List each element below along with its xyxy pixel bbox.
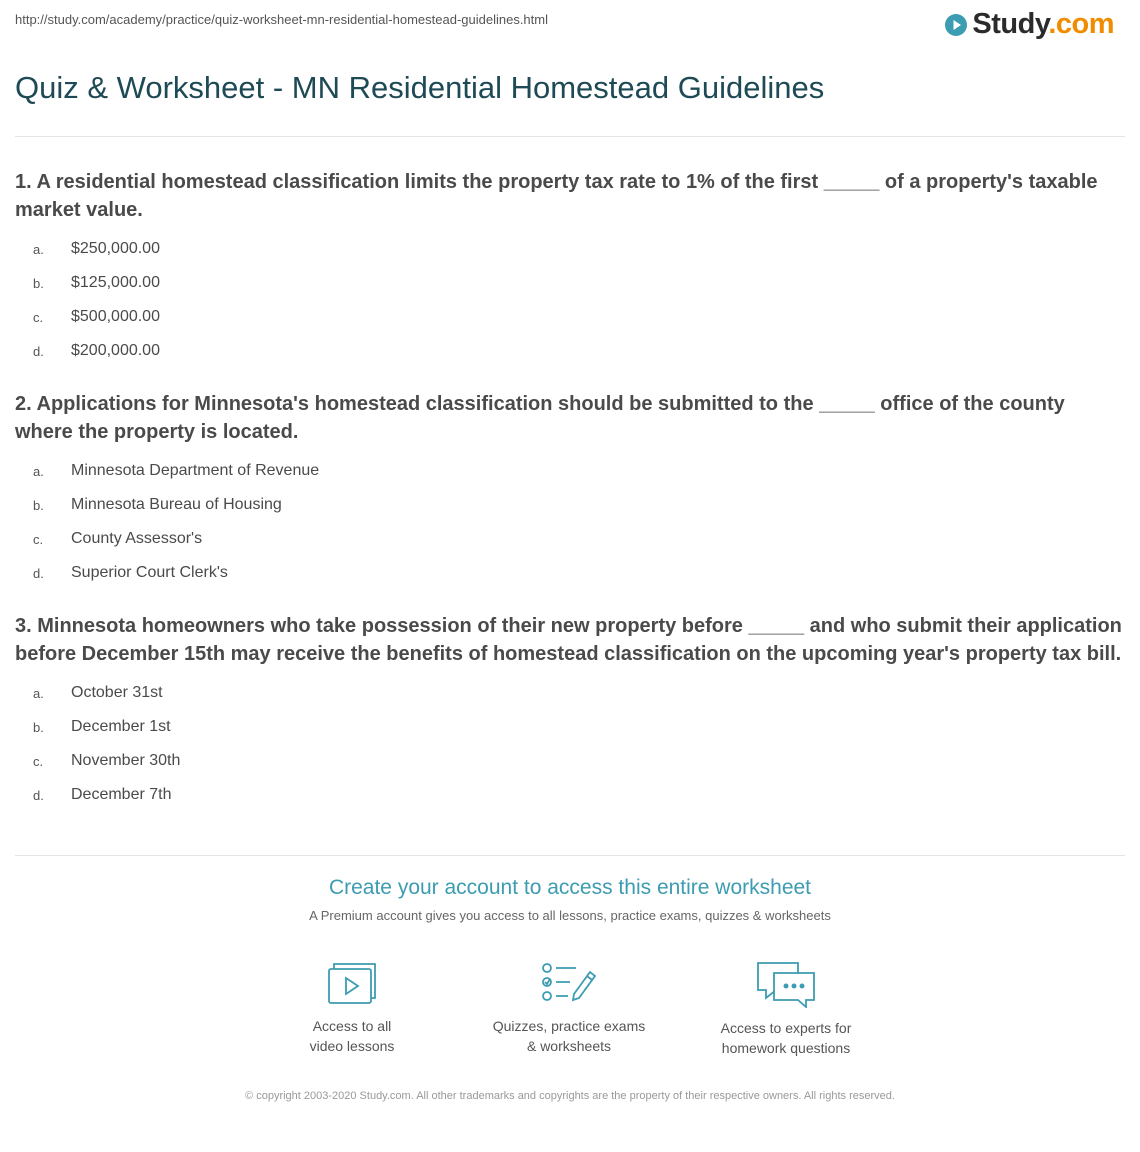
answer-text: $250,000.00 <box>71 240 160 257</box>
answer-letter: d. <box>33 787 44 803</box>
answer-letter: d. <box>33 565 44 581</box>
question-text: 3. Minnesota homeowners who take possession of their new property before _____ and who submit their application before December 15th may receive the benefits of homestead classification on the upcoming year's property tax bill. <box>15 615 1122 665</box>
logo-wordmark <box>972 8 1114 41</box>
answer-letter: a. <box>33 463 44 479</box>
answer-option[interactable] <box>15 266 1125 300</box>
question-text: 2. Applications for Minnesota's homestead classification should be submitted to the _____ office of the county where the property is located. <box>15 393 1065 443</box>
feature-text-line1: Access to experts for <box>720 1020 852 1036</box>
answer-text: Minnesota Bureau of Housing <box>71 496 282 513</box>
answer-letter: b. <box>33 275 44 291</box>
feature-text-line2: video lessons <box>309 1038 395 1054</box>
question-list <box>15 168 1125 834</box>
answer-letter: b. <box>33 719 44 735</box>
answer-option[interactable] <box>15 454 1125 488</box>
answer-letter: c. <box>33 753 44 769</box>
feature-video-lessons <box>252 960 452 1056</box>
answer-letter: a. <box>33 685 44 701</box>
answer-text: October 31st <box>71 684 163 701</box>
chat-bubbles-icon <box>754 960 818 1008</box>
answer-text: $200,000.00 <box>71 342 160 359</box>
answer-option[interactable] <box>15 334 1125 368</box>
answer-letter: c. <box>33 309 44 325</box>
feature-quizzes <box>469 960 669 1056</box>
answer-option[interactable] <box>15 300 1125 334</box>
video-lessons-icon <box>325 960 379 1006</box>
create-account-link[interactable]: Create your account to access this entire worksheet <box>328 876 812 899</box>
answer-option[interactable] <box>15 676 1125 710</box>
question-3 <box>15 612 1125 812</box>
feature-text-line2: & worksheets <box>526 1038 612 1054</box>
answer-text: Minnesota Department of Revenue <box>71 462 320 479</box>
answer-option[interactable] <box>15 556 1125 590</box>
feature-text-line1: Quizzes, practice exams <box>492 1018 646 1034</box>
answer-option[interactable] <box>15 778 1125 812</box>
title-divider <box>15 136 1125 137</box>
play-logo-icon <box>944 13 968 37</box>
page-title: Quiz & Worksheet - MN Residential Homestead Guidelines <box>15 70 825 105</box>
answer-option[interactable] <box>15 710 1125 744</box>
page-url: http://study.com/academy/practice/quiz-worksheet-mn-residential-homestead-guidelines.html <box>15 12 548 27</box>
answer-option[interactable] <box>15 522 1125 556</box>
answer-text: $500,000.00 <box>71 308 160 325</box>
quiz-checklist-icon <box>540 960 598 1006</box>
logo-name: Study <box>972 8 1049 40</box>
promo-divider <box>15 855 1125 856</box>
answer-option[interactable] <box>15 232 1125 266</box>
answer-letter: b. <box>33 497 44 513</box>
answer-option[interactable] <box>15 744 1125 778</box>
question-2 <box>15 390 1125 590</box>
answer-text: County Assessor's <box>71 530 203 547</box>
answer-text: December 1st <box>71 718 171 735</box>
answer-text: November 30th <box>71 752 181 769</box>
logo-tld: .com <box>1048 8 1114 40</box>
study-logo[interactable] <box>944 8 1114 41</box>
premium-description: A Premium account gives you access to all lessons, practice exams, quizzes & worksheets <box>309 908 831 923</box>
answer-option[interactable] <box>15 488 1125 522</box>
answer-text: $125,000.00 <box>71 274 160 291</box>
feature-experts <box>686 960 886 1058</box>
feature-text-line1: Access to all <box>312 1018 392 1034</box>
answer-letter: d. <box>33 343 44 359</box>
answer-text: Superior Court Clerk's <box>71 564 228 581</box>
answer-text: December 7th <box>71 786 172 803</box>
answer-letter: a. <box>33 241 44 257</box>
feature-text-line2: homework questions <box>721 1040 851 1056</box>
answer-letter: c. <box>33 531 44 547</box>
question-1 <box>15 168 1125 368</box>
question-text: 1. A residential homestead classification limits the property tax rate to 1% of the first _____ of a property's taxable market value. <box>15 171 1098 221</box>
copyright-footer: © copyright 2003-2020 Study.com. All other trademarks and copyrights are the property of their respective owners. All rights reserved. <box>245 1090 895 1102</box>
